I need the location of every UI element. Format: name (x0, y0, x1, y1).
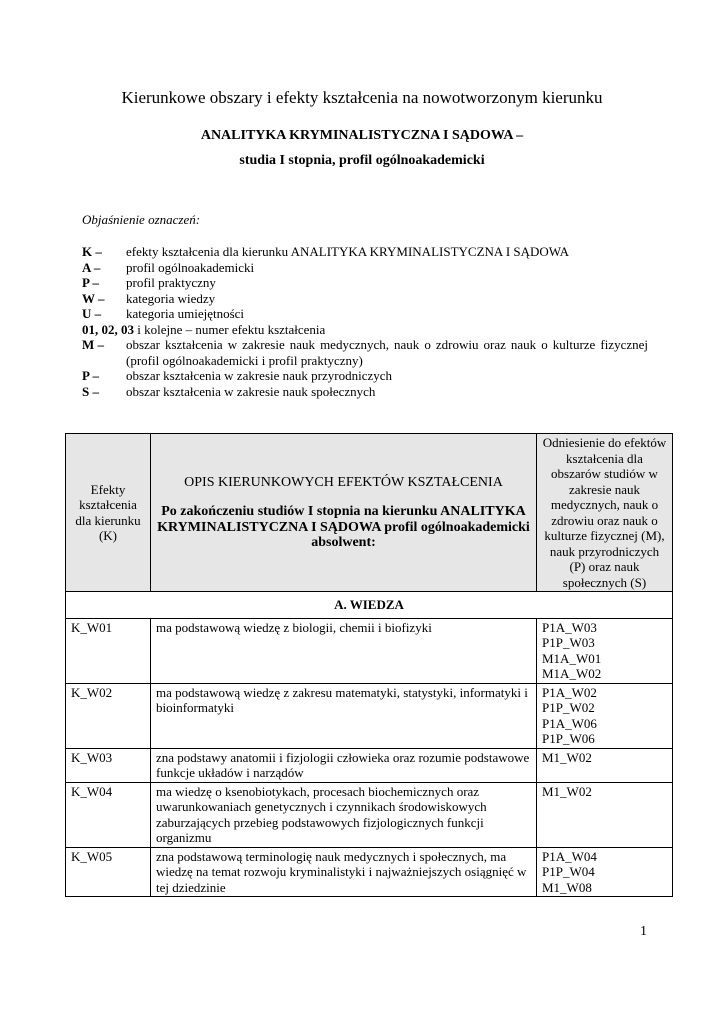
document-subtitle-program: ANALITYKA KRYMINALISTYCZNA I SĄDOWA – (200, 128, 524, 143)
legend-key: P – (82, 368, 99, 383)
header-description-main: OPIS KIERUNKOWYCH EFEKTÓW KSZTAŁCENIA (184, 474, 503, 490)
outcome-description: ma wiedzę o ksenobiotykach, procesach biochemicznych oraz uwarunkowaniach genetycznych i czynnikach środowiskowych zaburzających przebieg podstawowych fizjologicznych funkcji organizmu (151, 782, 537, 847)
legend-numbers-desc: i kolejne – numer efektu kształcenia (134, 321, 326, 337)
outcome-references (537, 748, 673, 782)
outcome-references (537, 847, 673, 897)
reference-code: M1_W08 (542, 879, 592, 895)
table-row (66, 748, 673, 782)
reference-code: P1P_W03 (542, 635, 595, 650)
legend (82, 244, 648, 399)
table-row (66, 683, 673, 748)
reference-code: P1P_W02 (542, 700, 595, 715)
learning-outcomes-table (65, 433, 673, 897)
outcome-description: zna podstawową terminologię nauk medycznych i społecznych, ma wiedzę na temat rozwoju kryminalistyki i najważniejszych osiągnięć w tej dziedzinie (151, 847, 537, 897)
legend-key: S – (82, 383, 99, 399)
outcome-code: K_W05 (66, 847, 151, 897)
header-area-reference: Odniesienie do efektów kształcenia dla obszarów studiów w zakresie nauk medycznych, nauk o zdrowiu oraz nauk o kulturze fizycznej (M), nauk przyrodniczych (P) oraz nauk społecznych (S) (537, 434, 673, 592)
legend-item (82, 306, 648, 322)
legend-key: W – (82, 290, 105, 306)
reference-code: P1P_W04 (542, 864, 595, 879)
legend-desc: kategoria umiejętności (126, 306, 245, 321)
table-row (66, 847, 673, 897)
outcome-code: K_W02 (66, 683, 151, 748)
reference-code: P1A_W03 (542, 619, 597, 635)
document-title: Kierunkowe obszary i efekty kształcenia na nowotworzonym kierunku (121, 88, 603, 107)
legend-numbers-key: 01, 02, 03 (82, 321, 134, 337)
outcome-references (537, 618, 673, 683)
reference-code: M1_W02 (542, 783, 592, 799)
reference-code: P1A_W02 (542, 684, 597, 700)
legend-key: U – (82, 306, 102, 321)
legend-item (82, 260, 648, 276)
reference-code: P1A_W06 (542, 715, 597, 731)
section-label-knowledge: A. WIEDZA (66, 592, 673, 619)
legend-desc: efekty kształcenia dla kierunku ANALITYKA KRYMINALISTYCZNA I SĄDOWA (126, 244, 570, 259)
legend-key: M – (82, 337, 105, 352)
page-number: 1 (640, 924, 647, 939)
legend-desc: obszar kształcenia w zakresie nauk medycznych, nauk o zdrowiu oraz nauk o kulturze fizycznej (profil ogólnoakademicki i profil praktyczny) (126, 337, 648, 368)
reference-code: M1A_W02 (542, 666, 602, 681)
legend-item (82, 337, 648, 368)
table-row (66, 782, 673, 847)
outcome-code: K_W01 (66, 618, 151, 683)
outcome-description: ma podstawową wiedzę z biologii, chemii i biofizyki (151, 618, 537, 683)
legend-item (82, 368, 648, 384)
outcome-references (537, 782, 673, 847)
legend-desc: obszar kształcenia w zakresie nauk przyrodniczych (126, 368, 393, 383)
legend-item (82, 291, 648, 307)
reference-code: M1A_W01 (542, 650, 602, 666)
reference-code: M1_W02 (542, 749, 592, 765)
outcome-code: K_W03 (66, 748, 151, 782)
legend-heading: Objaśnienie oznaczeń: (82, 212, 201, 227)
reference-code: P1A_W04 (542, 848, 597, 864)
legend-desc: obszar kształcenia w zakresie nauk społecznych (126, 383, 376, 399)
header-description (151, 434, 537, 592)
legend-desc: profil praktyczny (126, 275, 216, 290)
reference-code: P1P_W06 (542, 731, 595, 746)
legend-item-numbers (82, 322, 648, 338)
legend-key: A – (82, 259, 101, 275)
outcome-description: zna podstawy anatomii i fizjologii człowieka oraz rozumie podstawowe funkcje układów i narządów (151, 748, 537, 782)
legend-item (82, 384, 648, 400)
legend-item (82, 275, 648, 291)
legend-item (82, 244, 648, 260)
table-row (66, 618, 673, 683)
document-subtitle-level: studia I stopnia, profil ogólnoakademicki (239, 153, 485, 168)
header-description-sub: Po zakończeniu studiów I stopnia na kierunku ANALITYKA KRYMINALISTYCZNA I SĄDOWA profil ogólnoakademicki absolwent: (157, 504, 530, 550)
legend-desc: kategoria wiedzy (126, 290, 216, 306)
outcome-code: K_W04 (66, 782, 151, 847)
table-header-row (66, 434, 673, 592)
legend-desc: profil ogólnoakademicki (126, 259, 255, 275)
section-row (66, 592, 673, 619)
legend-key: P – (82, 275, 99, 290)
outcome-description: ma podstawową wiedzę z zakresu matematyki, statystyki, informatyki i bioinformatyki (151, 683, 537, 748)
outcome-references (537, 683, 673, 748)
legend-key: K – (82, 244, 102, 259)
header-outcome-code: Efekty kształcenia dla kierunku (K) (66, 434, 151, 592)
